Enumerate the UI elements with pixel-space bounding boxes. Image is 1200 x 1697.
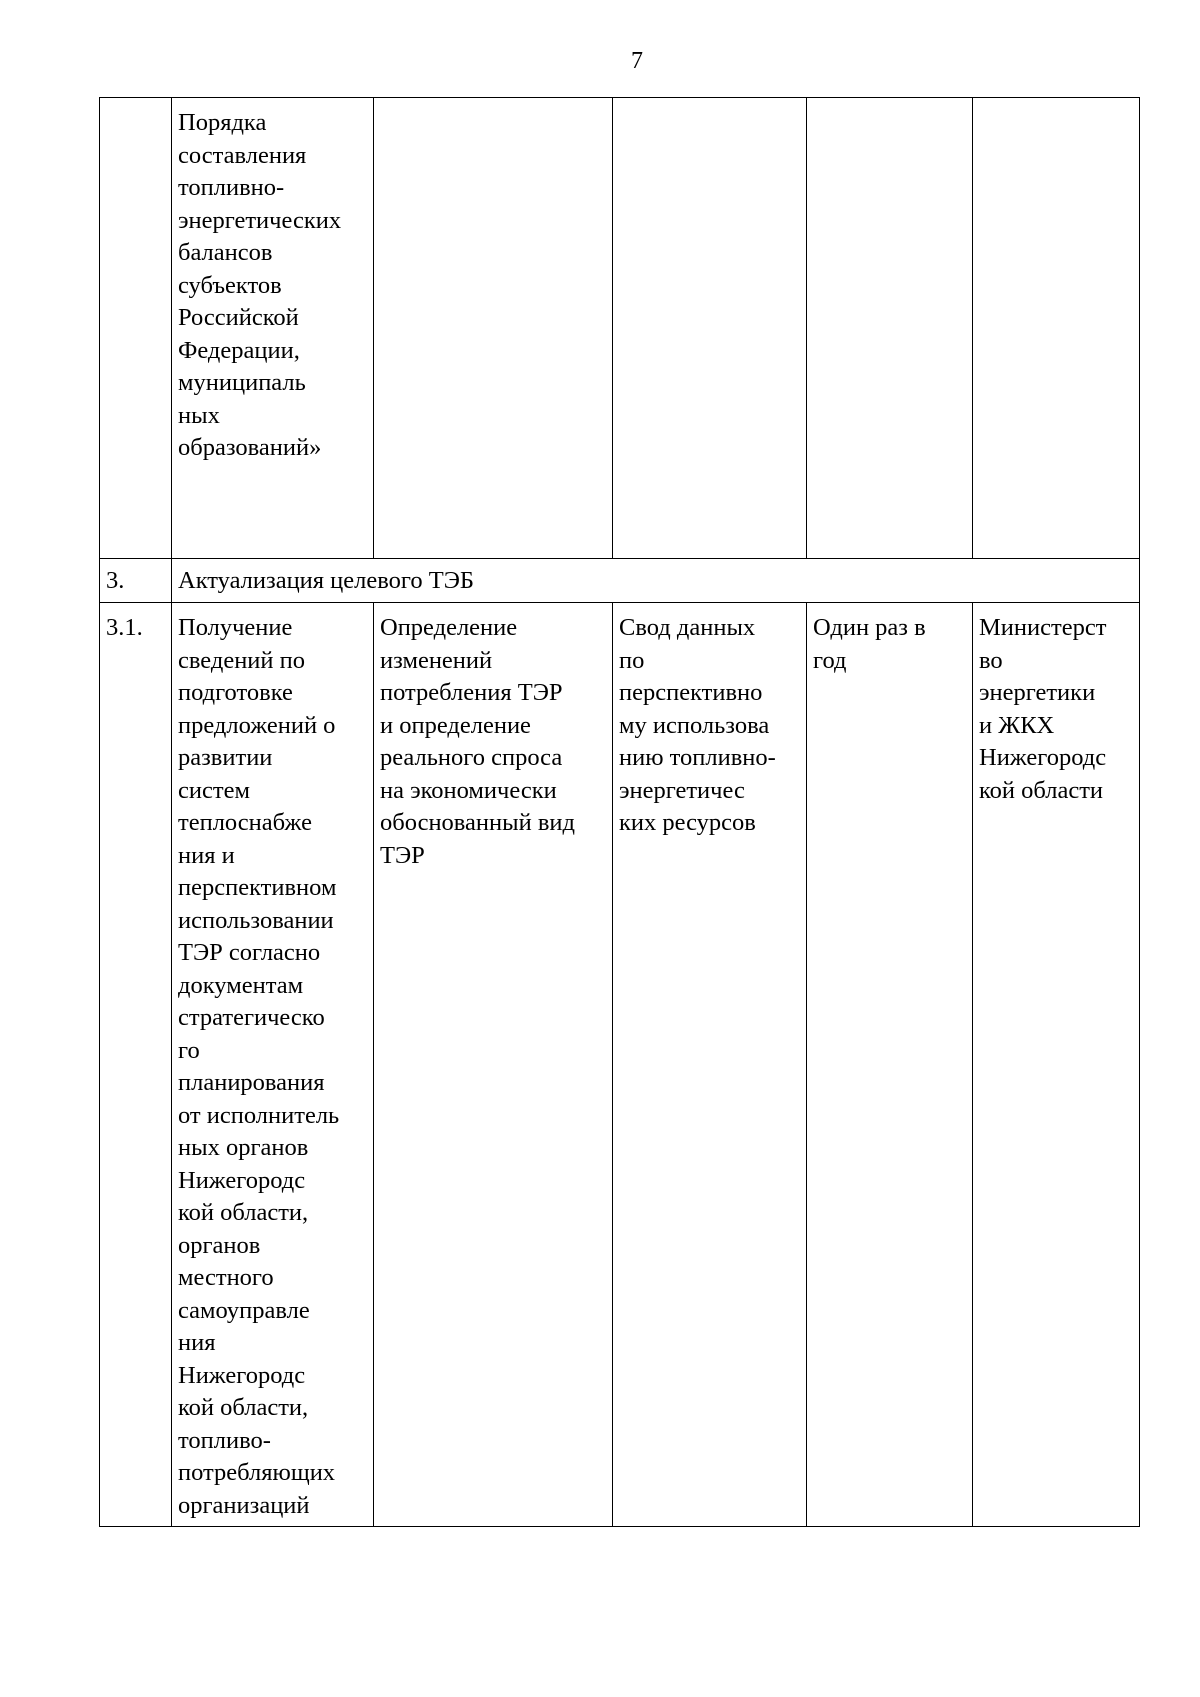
cell-text-line: Нижегородс — [178, 1166, 306, 1194]
table-row — [100, 603, 1140, 1527]
cell-text-line: потребляющих — [178, 1459, 336, 1486]
responsible-cell — [973, 603, 1140, 1527]
cell-text-line: планирования — [178, 1069, 325, 1096]
result-cell — [613, 98, 807, 559]
page-number: 7 — [631, 48, 643, 74]
cell-text-line: теплоснабже — [178, 809, 312, 836]
cell-text-line: кой области, — [178, 1394, 309, 1421]
row-number-cell — [100, 98, 172, 559]
cell-text-line: обоснованный вид — [380, 809, 575, 836]
cell-text-line: ТЭР — [380, 841, 425, 869]
cell-text-line: Нижегородс — [178, 1361, 306, 1389]
cell-text-line: Определение — [380, 614, 518, 641]
cell-text-line: муниципаль — [178, 369, 306, 396]
cell-text-line: составления — [178, 141, 307, 169]
cell-text-line: образований» — [178, 434, 322, 461]
cell-text-line: сведений по — [178, 646, 306, 674]
responsible-cell — [973, 98, 1140, 559]
table-row — [100, 98, 1140, 559]
cell-text-line: Министерст — [979, 614, 1107, 641]
cell-text-line: от исполнитель — [178, 1101, 340, 1129]
cell-text-line: му использова — [619, 711, 770, 739]
activity-table — [99, 97, 1140, 1527]
cell-text-line: стратегическо — [178, 1004, 325, 1031]
cell-text-line: подготовке — [178, 679, 293, 706]
cell-text-line: ных — [178, 401, 220, 429]
cell-text-line: Нижегородс — [979, 744, 1107, 771]
cell-text-line: ния — [178, 1329, 216, 1356]
cell-text-line: Порядка — [178, 109, 267, 136]
cell-text-line: и определение — [380, 711, 531, 739]
cell-text-line: развитии — [178, 744, 273, 771]
cell-text-line: ких ресурсов — [619, 809, 756, 836]
result-cell — [613, 603, 807, 1527]
section-row — [100, 559, 1140, 603]
cell-text-line: перспективно — [619, 679, 763, 706]
cell-text-line: балансов — [178, 239, 273, 266]
cell-text-line: Один раз в — [813, 614, 926, 641]
cell-text-line: по — [619, 646, 645, 674]
cell-text-line: местного — [178, 1264, 274, 1291]
cell-text-line: топливо- — [178, 1426, 271, 1454]
cell-text-line: реального спроса — [380, 744, 563, 771]
content-cell — [374, 98, 613, 559]
cell-text-line: Российской — [178, 304, 299, 331]
cell-text-line: и ЖКХ — [979, 711, 1055, 739]
cell-text-line: го — [178, 1036, 200, 1064]
cell-text-line: систем — [178, 776, 250, 804]
cell-text-line: кой области, — [178, 1199, 309, 1226]
cell-text-line: ных органов — [178, 1134, 309, 1161]
cell-text-line: на экономически — [380, 776, 557, 804]
cell-text-line: нию топливно- — [619, 744, 776, 771]
cell-text-line: год — [813, 646, 847, 674]
cell-text-line: потребления ТЭР — [380, 679, 563, 706]
row-number-cell: 3.1. — [100, 603, 172, 1527]
cell-text-line: организаций — [178, 1491, 310, 1519]
cell-text-line: энергетичес — [619, 776, 745, 804]
section-number-cell: 3. — [100, 559, 172, 603]
cell-text-line: документам — [178, 971, 304, 999]
activity-cell — [172, 98, 374, 559]
cell-text-line: Федерации, — [178, 336, 300, 364]
section-title-cell: Актуализация целевого ТЭБ — [172, 559, 1140, 603]
period-cell — [807, 98, 973, 559]
content-cell — [374, 603, 613, 1527]
cell-text-line: перспективном — [178, 874, 337, 901]
cell-text-line: ТЭР согласно — [178, 939, 321, 966]
cell-text-line: энергетики — [979, 679, 1096, 706]
cell-text-line: субъектов — [178, 271, 282, 299]
cell-text-line: кой области — [979, 776, 1104, 804]
cell-text-line: Получение — [178, 614, 293, 641]
cell-text-line: самоуправле — [178, 1296, 310, 1324]
cell-text-line: изменений — [380, 646, 493, 674]
activity-cell — [172, 603, 374, 1527]
cell-text-line: энергетических — [178, 206, 342, 234]
cell-text-line: предложений о — [178, 711, 336, 739]
cell-text-line: органов — [178, 1231, 261, 1259]
cell-text-line: топливно- — [178, 174, 285, 201]
cell-text-line: во — [979, 646, 1003, 674]
period-cell — [807, 603, 973, 1527]
cell-text-line: Свод данных — [619, 614, 756, 641]
cell-text-line: ния и — [178, 841, 235, 869]
cell-text-line: использовании — [178, 906, 334, 934]
